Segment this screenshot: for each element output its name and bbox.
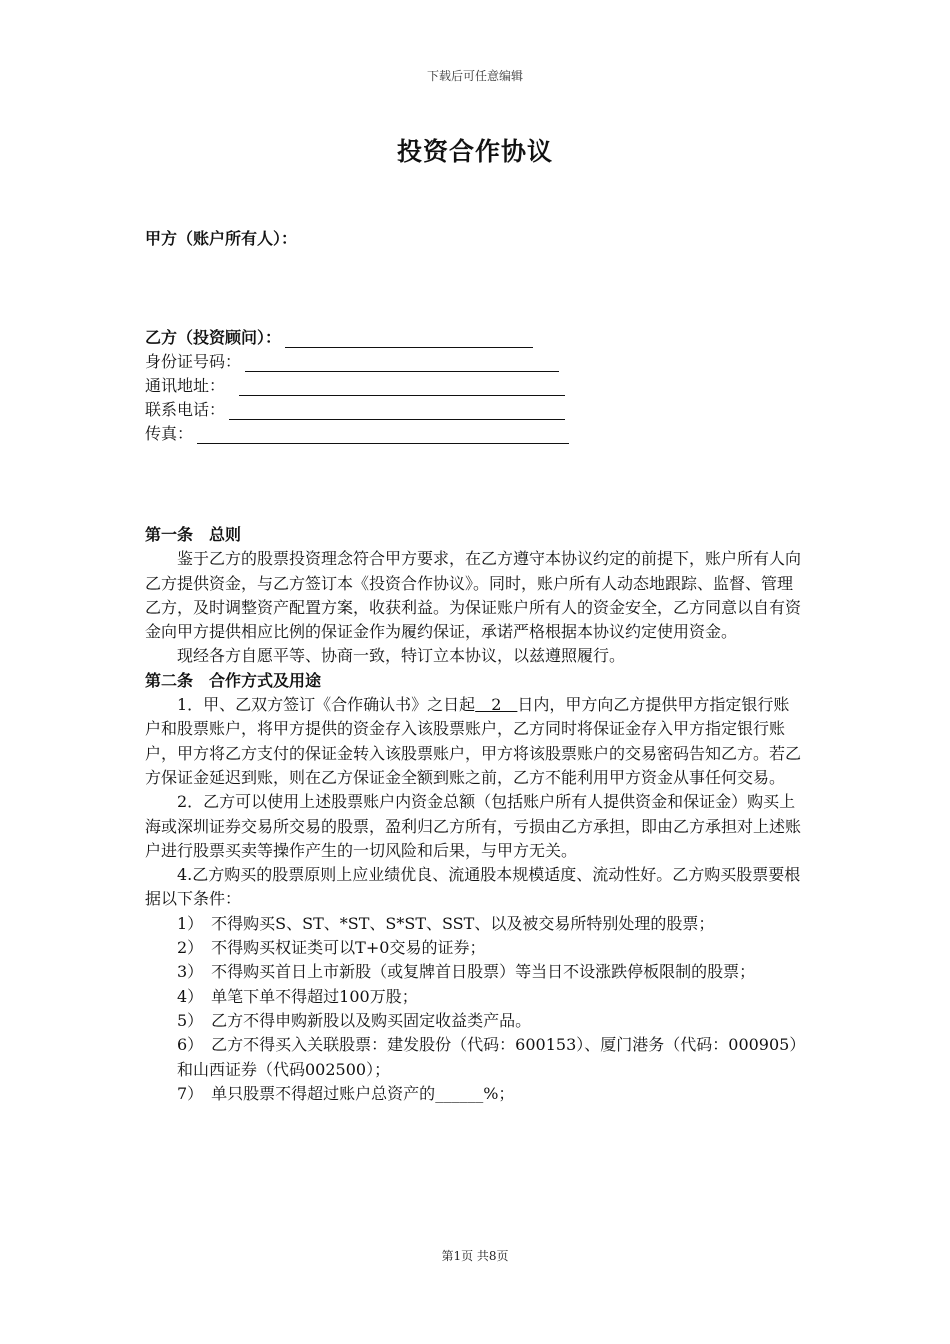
clause-2: 2．乙方可以使用上述股票账户内资金总额（包括账户所有人提供资金和保证金）购买上海或深圳证券交易所交易的股票，盈利归乙方所有，亏损由乙方承担，即由乙方承担对上述账户进行股票买卖等操作产生的一切风险和后果，与甲方无关。 bbox=[145, 792, 802, 860]
party-b-block bbox=[145, 324, 585, 444]
clause-1 bbox=[145, 693, 805, 790]
address-blank bbox=[239, 377, 565, 396]
page-footer: 第1页 共8页 bbox=[441, 1249, 509, 1263]
fax-line bbox=[145, 420, 585, 444]
fax-blank bbox=[197, 425, 569, 444]
phone-line bbox=[145, 396, 585, 420]
phone-label: 联系电话： bbox=[145, 400, 226, 419]
party-b-blank bbox=[285, 329, 533, 348]
id-number-label: 身份证号码： bbox=[145, 352, 242, 371]
agreement-body bbox=[145, 523, 805, 1106]
article-1-number: 第一条 bbox=[145, 525, 194, 544]
id-number-blank bbox=[245, 353, 559, 372]
item-7-blank: ______ bbox=[435, 1083, 484, 1103]
article-2-number: 第二条 bbox=[145, 670, 194, 690]
condition-item: 1） 不得购买S、ST、*ST、S*ST、SST、以及被交易所特别处理的股票； bbox=[177, 913, 715, 933]
condition-item: 3） 不得购买首日上市新股（或复牌首日股票）等当日不设涨跌停板限制的股票； bbox=[177, 962, 756, 982]
condition-item: 2） 不得购买权证类可以T+0交易的证券； bbox=[177, 938, 486, 958]
party-a-label: 甲方（账户所有人）： bbox=[145, 229, 298, 248]
clause-1-pre: 1．甲、乙双方签订《合作确认书》之日起 bbox=[177, 695, 476, 715]
condition-item-7 bbox=[145, 1082, 805, 1106]
fax-label: 传真： bbox=[145, 424, 194, 443]
article-1-title: 总则 bbox=[209, 525, 242, 544]
condition-item: 6） 乙方不得买入关联股票：建发股份（代码：600153）、厦门港务（代码：000905）和山西证券（代码002500）； bbox=[177, 1035, 798, 1079]
article-2-title: 合作方式及用途 bbox=[209, 670, 322, 690]
party-b-line bbox=[145, 324, 585, 348]
item-7-post: %； bbox=[483, 1083, 515, 1103]
address-line bbox=[145, 372, 585, 396]
phone-blank bbox=[229, 401, 565, 420]
clause-4: 4.乙方购买的股票原则上应业绩优良、流通股本规模适度、流动性好。乙方购买股票要根据以下条件： bbox=[145, 865, 801, 909]
header-note: 下载后可任意编辑 bbox=[426, 69, 523, 83]
article-1-paragraph-1: 鉴于乙方的股票投资理念符合甲方要求，在乙方遵守本协议约定的前提下，账户所有人向乙方提供资金，与乙方签订本《投资合作协议》。同时，账户所有人动态地跟踪、监督、管理乙方，及时调整资产配置方案，收获利益。为保证账户所有人的资金安全，乙方同意以自有资金向甲方提供相应比例的保证金作为履约保证，承诺严格根据本协议约定使用资金。 bbox=[145, 549, 802, 642]
item-7-pre: 7） 单只股票不得超过账户总资产的 bbox=[177, 1083, 436, 1103]
party-b-label: 乙方（投资顾问）： bbox=[145, 328, 282, 347]
article-1-heading bbox=[145, 523, 805, 547]
clause-1-days: 2 bbox=[475, 695, 518, 715]
article-1-paragraph-2: 现经各方自愿平等、协商一致，特订立本协议，以兹遵照履行。 bbox=[177, 646, 626, 666]
clause-1-post: 日内，甲方向乙方提供甲方指定银行账户和股票账户，将甲方提供的资金存入该股票账户，乙方同时将保证金存入甲方指定银行账户，甲方将乙方支付的保证金转入该股票账户，甲方将该股票账户的交易密码告知乙方。若乙方保证金延迟到账，则在乙方保证金全额到账之前，乙方不能利用甲方资金从事任何交易。 bbox=[145, 695, 802, 787]
condition-item: 5） 乙方不得申购新股以及购买固定收益类产品。 bbox=[177, 1010, 532, 1030]
id-number-line bbox=[145, 348, 585, 372]
condition-item: 4） 单笔下单不得超过100万股； bbox=[177, 986, 418, 1006]
address-label: 通讯地址： bbox=[145, 376, 226, 395]
article-2-heading bbox=[145, 669, 805, 693]
document-title: 投资合作协议 bbox=[396, 137, 553, 166]
